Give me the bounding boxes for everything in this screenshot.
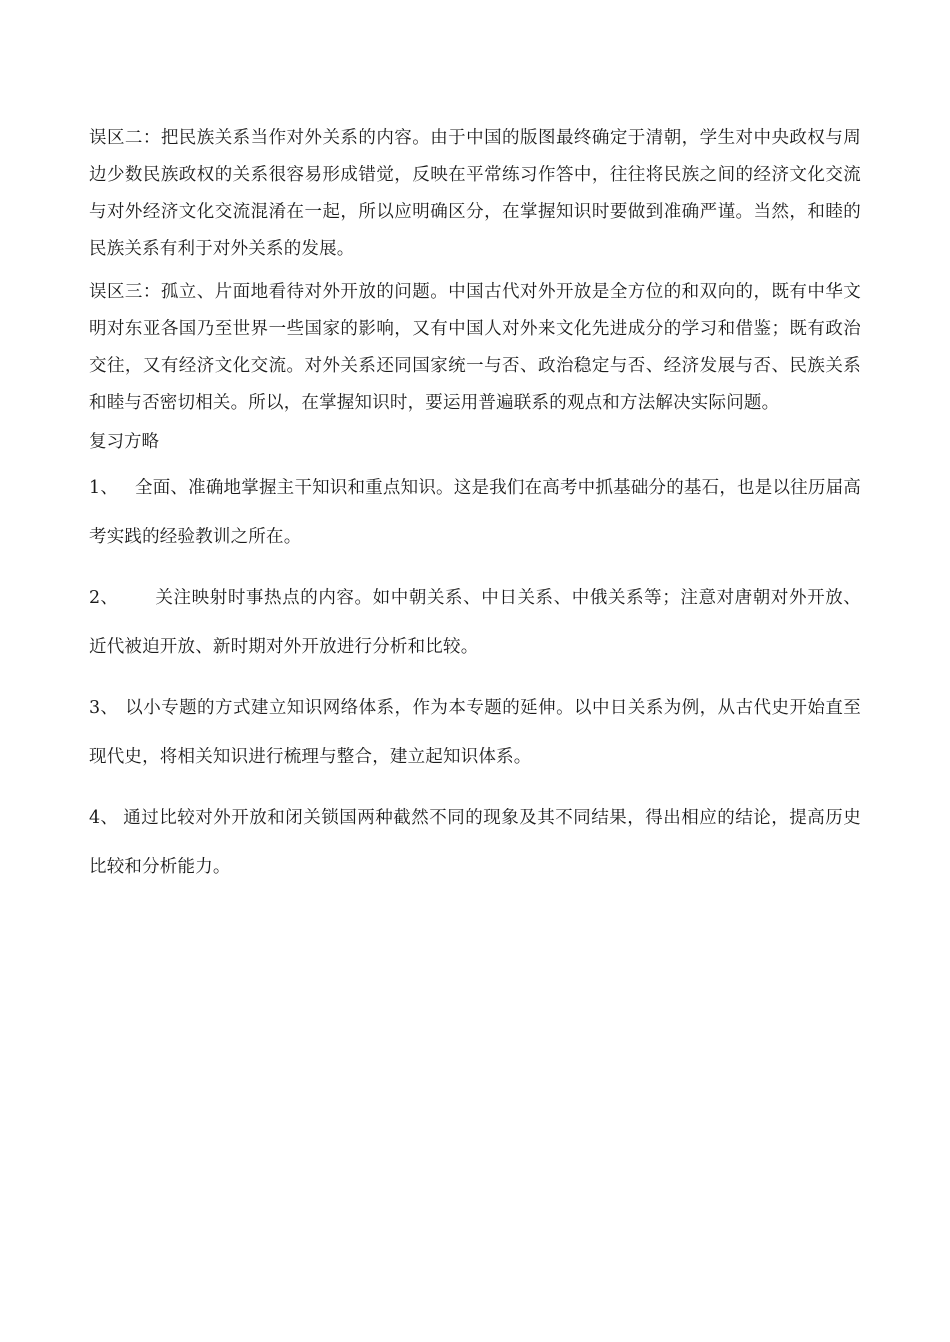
strategy-number: 2、: [89, 588, 119, 608]
strategy-text: 全面、准确地掌握主干知识和重点知识。这是我们在高考中抓基础分的基石，也是以往历届高考实践的经验教训之所在。: [89, 478, 861, 547]
strategy-text: 以小专题的方式建立知识网络体系，作为本专题的延伸。以中日关系为例，从古代史开始直至现代史，将相关知识进行梳理与整合，建立起知识体系。: [89, 698, 861, 767]
strategy-item-2: [89, 574, 861, 672]
misconception-two-paragraph: 误区二：把民族关系当作对外关系的内容。由于中国的版图最终确定于清朝，学生对中央政权与周边少数民族政权的关系很容易形成错觉，反映在平常练习作答中，往往将民族之间的经济文化交流与对外经济文化交流混淆在一起，所以应明确区分，在掌握知识时要做到准确严谨。当然，和睦的民族关系有利于对外关系的发展。: [89, 128, 861, 259]
section-heading: 复习方略: [89, 432, 159, 452]
strategy-item-3: [89, 684, 861, 782]
strategy-number: 1、: [89, 478, 119, 498]
strategy-number: 3、: [89, 698, 119, 718]
strategy-number: 4、: [89, 808, 119, 828]
document-body: [89, 120, 861, 904]
strategy-item-4: [89, 794, 861, 892]
strategy-text: 通过比较对外开放和闭关锁国两种截然不同的现象及其不同结果，得出相应的结论，提高历史比较和分析能力。: [89, 808, 861, 877]
strategy-text: 关注映射时事热点的内容。如中朝关系、中日关系、中俄关系等；注意对唐朝对外开放、近代被迫开放、新时期对外开放进行分析和比较。: [89, 588, 861, 657]
strategy-item-1: [89, 464, 861, 562]
misconception-three-paragraph: 误区三：孤立、片面地看待对外开放的问题。中国古代对外开放是全方位的和双向的，既有中华文明对东亚各国乃至世界一些国家的影响，又有中国人对外来文化先进成分的学习和借鉴；既有政治交往，又有经济文化交流。对外关系还同国家统一与否、政治稳定与否、经济发展与否、民族关系和睦与否密切相关。所以，在掌握知识时，要运用普遍联系的观点和方法解决实际问题。: [89, 282, 861, 413]
